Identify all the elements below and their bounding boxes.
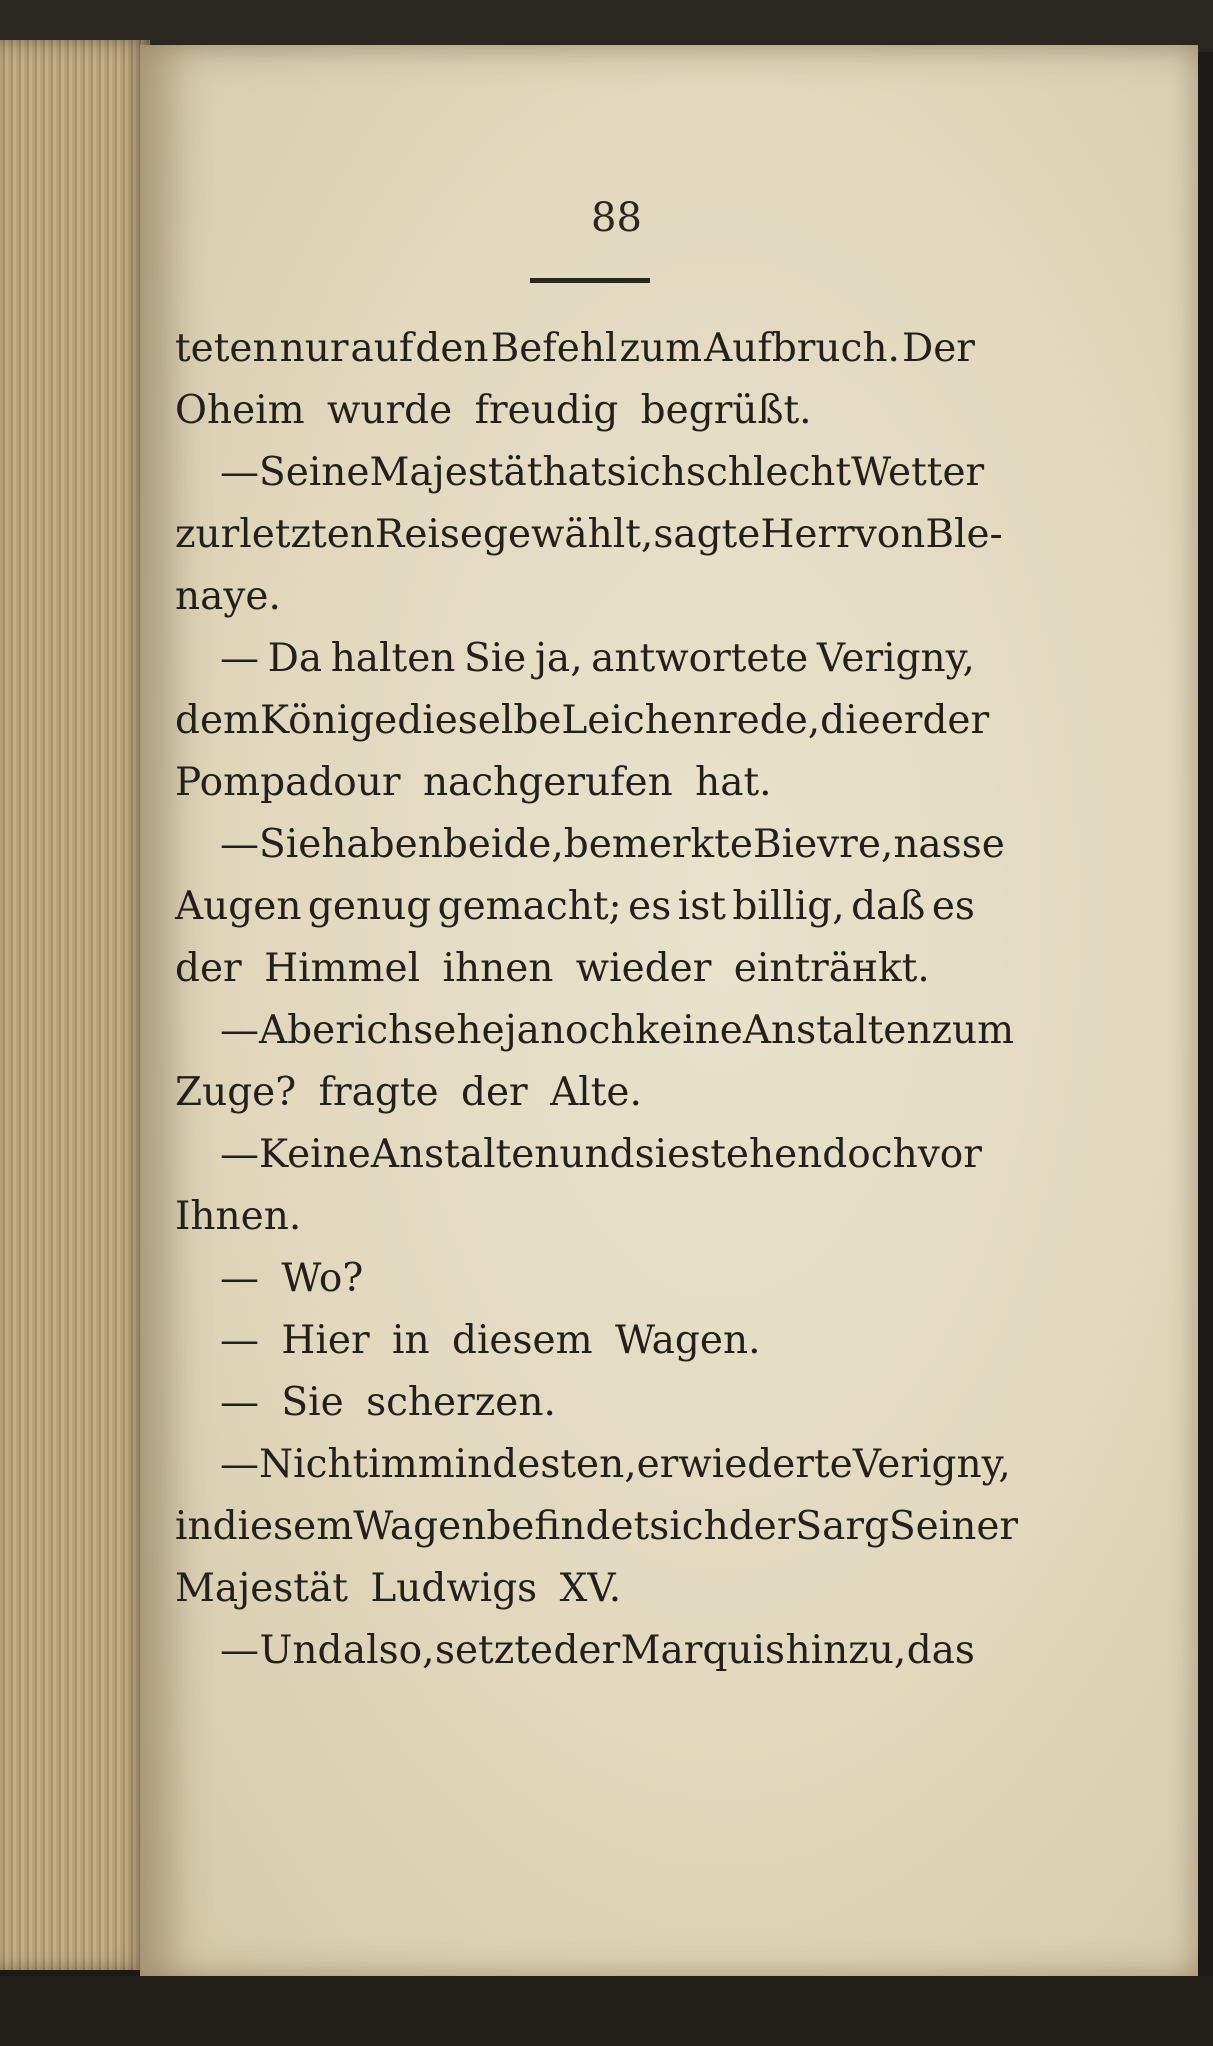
text-line: Oheim wurde freudig begrüßt. [175, 388, 812, 433]
text-line: teten nur auf den Befehl zum Aufbruch. Der [175, 326, 975, 371]
text-line: — Wo? [220, 1256, 364, 1301]
text-line: Zuge? fragte der Alte. [175, 1070, 642, 1115]
scan-bottom-border [0, 1976, 1213, 2046]
header-rule [530, 278, 650, 283]
text-line: zur letzten Reise gewählt, sagte Herr von Ble- [175, 512, 1003, 557]
text-line: — Aber ich sehe ja noch keine Anstalten zum [220, 1008, 1015, 1053]
page-number: 88 [591, 195, 642, 241]
text-line: — Hier in diesem Wagen. [220, 1318, 761, 1363]
text-line: Pompadour nachgerufen hat. [175, 760, 772, 805]
body-text [175, 318, 1019, 1682]
text-line: Ihnen. [175, 1194, 302, 1239]
text-line: Augen genug gemacht; es ist billig, daß es [175, 884, 975, 929]
text-line: dem Könige dieselbe Leichenrede, die er der [175, 698, 990, 743]
book-page-edges [0, 40, 150, 1970]
text-line: in diesem Wagen befindet sich der Sarg Seiner [175, 1504, 1019, 1549]
text-line: — Sie scherzen. [220, 1380, 556, 1425]
text-line: — Keine Anstalten und sie stehen doch vor [220, 1132, 982, 1177]
text-line: Majestät Ludwigs XV. [175, 1566, 622, 1611]
text-line: — Sie haben beide, bemerkte Bievre, nasse [220, 822, 1005, 867]
text-line: — Nicht im mindesten, erwiederte Verigny, [220, 1442, 1011, 1487]
text-line: — Seine Majestät hat sich schlecht Wetter [220, 450, 985, 495]
text-line: — Da halten Sie ja, antwortete Verigny, [220, 636, 975, 681]
text-line: der Himmel ihnen wieder einträнkt. [175, 946, 930, 991]
text-line: naye. [175, 574, 281, 619]
text-line: — Und also, setzte der Marquis hinzu, das [220, 1628, 975, 1673]
